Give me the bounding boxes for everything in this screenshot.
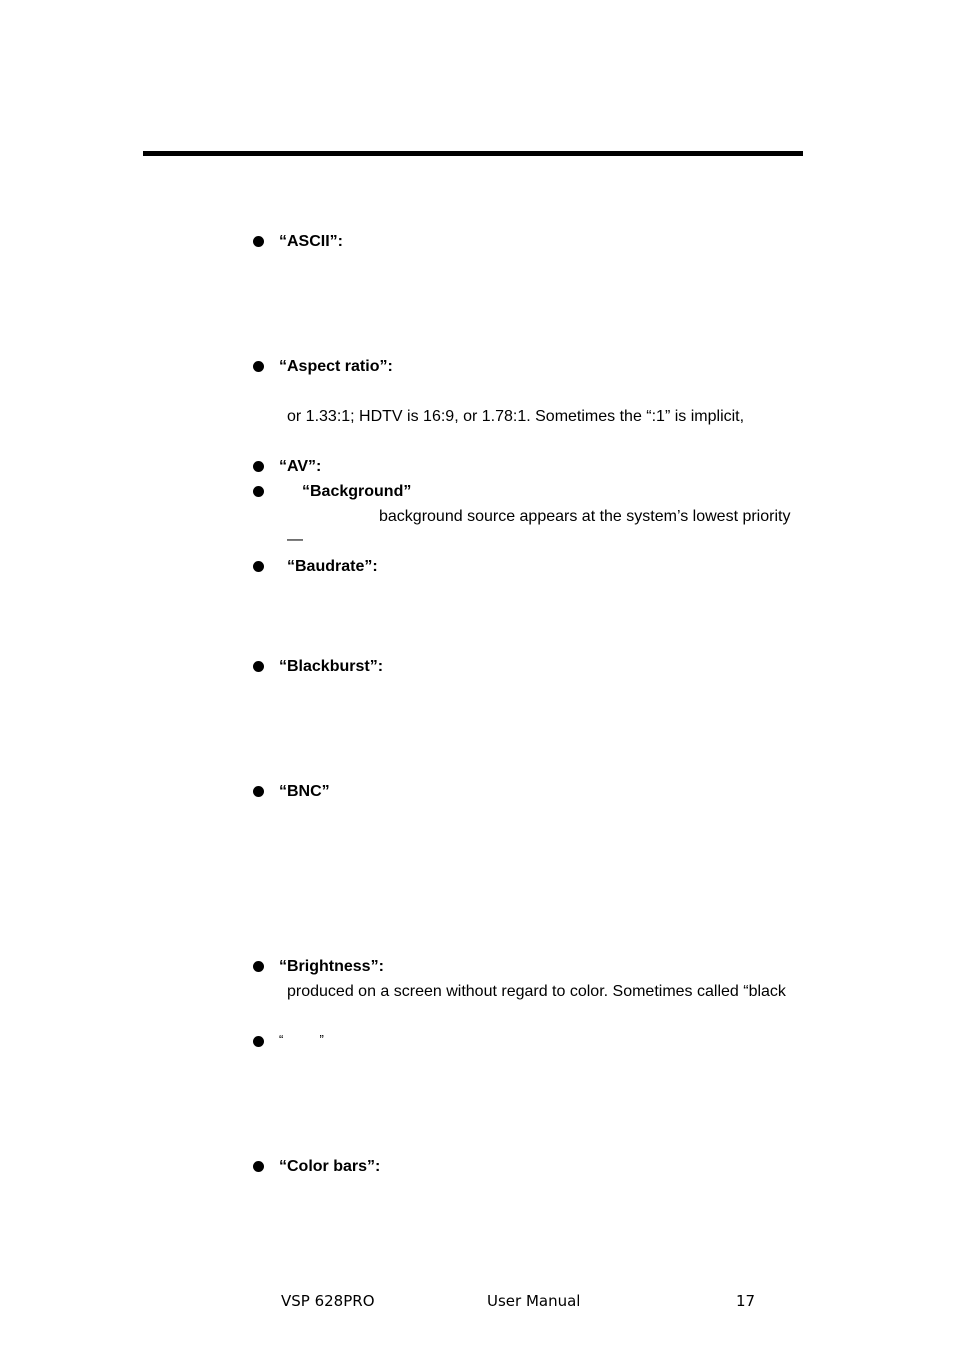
bullet-icon bbox=[253, 486, 264, 497]
footer-model: VSP 628PRO bbox=[281, 1292, 375, 1310]
footer-doc-title: User Manual bbox=[487, 1292, 581, 1310]
term-color-bars: “Color bars”: bbox=[279, 1158, 381, 1175]
bullet-icon bbox=[253, 236, 264, 247]
brightness-text: produced on a screen without regard to color. Sometimes called “black bbox=[287, 983, 786, 1000]
term-baudrate: “Baudrate”: bbox=[287, 558, 378, 575]
aspect-ratio-text: or 1.33:1; HDTV is 16:9, or 1.78:1. Sometimes the “:1” is implicit, bbox=[287, 408, 745, 425]
bullet-icon bbox=[253, 561, 264, 572]
term-blackburst: “Blackburst”: bbox=[279, 658, 384, 675]
bullet-icon bbox=[253, 461, 264, 472]
background-text: background source appears at the system’s lowest priority bbox=[379, 508, 791, 525]
background-dash: — bbox=[287, 531, 303, 548]
term-background: “Background” bbox=[302, 483, 412, 500]
term-unlabeled: “ ” bbox=[279, 1032, 324, 1047]
bullet-icon bbox=[253, 1036, 264, 1047]
term-bnc: “BNC” bbox=[279, 783, 330, 800]
term-ascii: “ASCII”: bbox=[279, 233, 343, 250]
bullet-icon bbox=[253, 661, 264, 672]
term-av: “AV”: bbox=[279, 458, 322, 475]
bullet-icon bbox=[253, 1161, 264, 1172]
term-brightness: “Brightness”: bbox=[279, 958, 384, 975]
term-aspect-ratio: “Aspect ratio”: bbox=[279, 358, 393, 375]
footer-page-number: 17 bbox=[736, 1292, 756, 1310]
bullet-icon bbox=[253, 361, 264, 372]
header-rule bbox=[143, 151, 803, 156]
bullet-icon bbox=[253, 961, 264, 972]
bullet-icon bbox=[253, 786, 264, 797]
